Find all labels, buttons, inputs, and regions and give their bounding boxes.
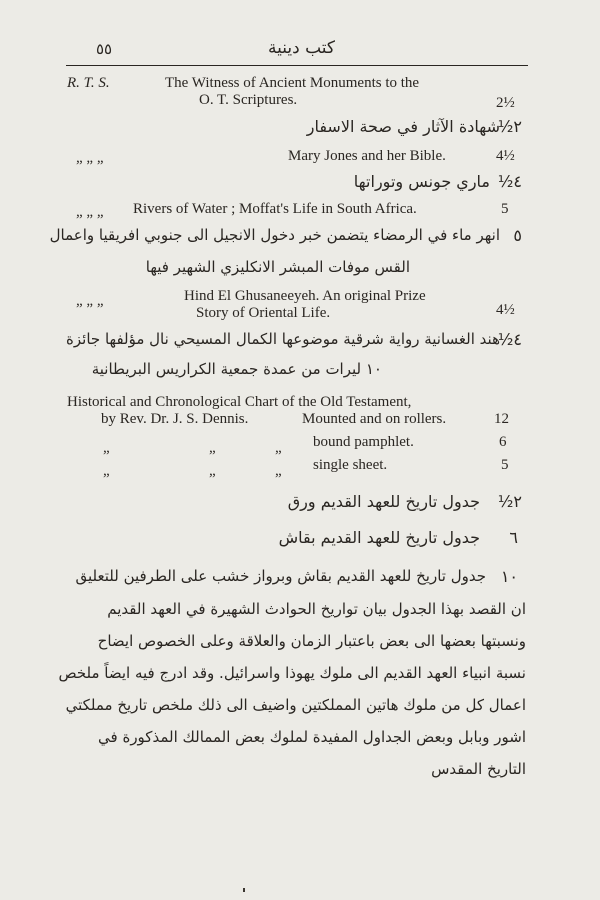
chart-variant-label: single sheet. (313, 457, 388, 473)
entry-title-ar: شهادة الآثار في صحة الاسفار (306, 117, 500, 136)
ditto-marks: „ „ „ (76, 293, 104, 309)
price-ar: ١٠ (500, 567, 518, 586)
price-en: 2½ (496, 95, 515, 111)
price-ar: ٢½ (497, 492, 522, 511)
header-rule (66, 65, 528, 66)
price-ar: ٤½ (497, 172, 522, 191)
chart-description-ar: اعمال كل من ملوك هاتين المملكتين واضيف الى ذلك ملخص تاريخ مملكتي (65, 696, 526, 714)
price-en: 4½ (496, 302, 515, 318)
price-ar: ٢½ (497, 117, 522, 136)
chart-description-ar: ان القصد بهذا الجدول بيان تواريخ الحوادث الشهيرة في العهد القديم (107, 600, 526, 618)
chart-description-ar: التاريخ المقدس (431, 760, 526, 778)
page-mark (243, 888, 245, 892)
chart-variant-label: Mounted and on rollers. (302, 411, 447, 427)
entry-title-en: Mary Jones and her Bible. (288, 148, 446, 164)
price-en: 12 (494, 411, 509, 427)
entry-title-ar: القس موفات المبشر الانكليزي الشهير فيها (145, 258, 410, 276)
entry-title-en: The Witness of Ancient Monuments to the (165, 75, 420, 91)
entry-title-ar: هند الغسانية رواية شرقية موضوعها الكمال المسيحي نال مؤلفها جائزة (66, 330, 500, 348)
ditto-marks: „ „ „ (76, 150, 104, 166)
entry-title-en: O. T. Scriptures. (199, 92, 298, 108)
entry-title-en: Hind El Ghusaneeyeh. An original Prize (184, 288, 426, 304)
chart-description-ar: نسبة انبياء العهد القديم الى ملوك يهوذا واسرائيل. وقد ادرج فيه ايضاً ملخص (58, 664, 526, 682)
entry-title-en: Rivers of Water ; Moffat's Life in South Africa. (133, 201, 417, 217)
chart-description-ar: اشور وبابل وبعض الجداول المفيدة لملوك بعض الممالك المذكورة في (98, 728, 526, 746)
publisher-label: R. T. S. (67, 75, 110, 91)
ditto-mark: „ (103, 463, 110, 479)
ditto-mark: „ (103, 440, 110, 456)
page-number: ٥٥ (96, 40, 113, 58)
price-en: 6 (499, 434, 507, 450)
chart-author-en: by Rev. Dr. J. S. Dennis. (101, 411, 249, 427)
price-en: 5 (501, 457, 509, 473)
entry-title-ar: انهر ماء في الرمضاء يتضمن خبر دخول الانجيل الى جنوبي افريقيا واعمال (49, 226, 500, 244)
entry-title-ar: ماري جونس وتوراتها (353, 172, 490, 191)
ditto-marks: „ „ „ (76, 204, 104, 220)
price-ar: ٦ (509, 528, 518, 547)
ditto-mark: „ (209, 463, 216, 479)
price-ar: ٤½ (497, 330, 522, 349)
chart-item-ar: جدول تاريخ للعهد القديم بقاش (278, 528, 480, 547)
chart-item-ar: جدول تاريخ للعهد القديم ورق (287, 492, 480, 511)
ditto-mark: „ (209, 440, 216, 456)
chart-item-ar: جدول تاريخ للعهد القديم بقاش وبرواز خشب على الطرفين للتعليق (75, 567, 486, 585)
ditto-mark: „ (275, 440, 282, 456)
running-header (0, 38, 600, 62)
chart-description-ar: ونسبتها بعضها الى بعض باعتبار الزمان والعلاقة وعلى الخصوص ايضاح (97, 632, 526, 650)
price-en: 4½ (496, 148, 515, 164)
page-title: كتب دينية (268, 38, 335, 58)
chart-variant-label: bound pamphlet. (313, 434, 414, 450)
ditto-mark: „ (275, 463, 282, 479)
price-en: 5 (501, 201, 509, 217)
price-ar: ٥ (513, 226, 522, 245)
chart-title-en: Historical and Chronological Chart of the Old Testament, (67, 394, 412, 410)
entry-title-en: Story of Oriental Life. (196, 305, 331, 321)
entry-title-ar: ١٠ ليرات من عمدة جمعية الكراريس البريطانية (91, 360, 382, 378)
